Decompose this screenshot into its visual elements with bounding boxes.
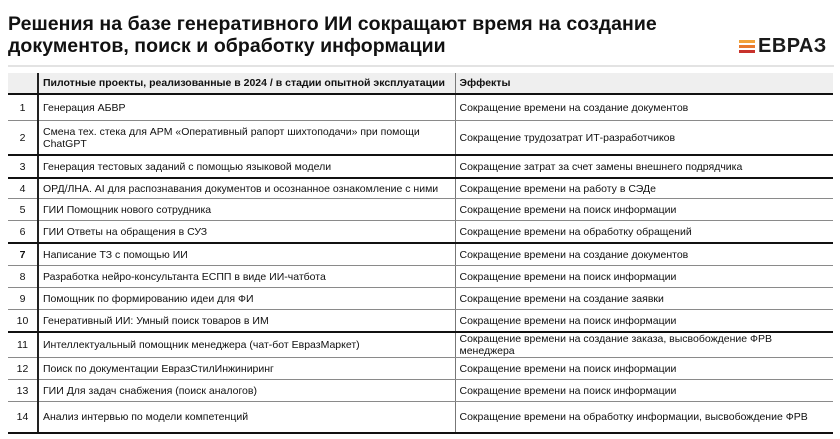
table-row	[8, 155, 833, 178]
table-row	[8, 288, 833, 310]
effect-cell: Сокращение времени на создание заявки	[455, 288, 833, 310]
table-row	[8, 358, 833, 380]
header-projects: Пилотные проекты, реализованные в 2024 / в стадии опытной эксплуатации	[38, 73, 455, 94]
header-divider	[8, 65, 834, 67]
table-row	[8, 221, 833, 244]
row-number: 8	[8, 266, 38, 288]
effect-cell: Сокращение времени на поиск информации	[455, 310, 833, 333]
table-row	[8, 332, 833, 358]
table-row	[8, 178, 833, 199]
project-cell: Интеллектуальный помощник менеджера (чат-бот ЕвразМаркет)	[38, 332, 455, 358]
effect-cell: Сокращение времени на поиск информации	[455, 380, 833, 402]
effect-cell: Сокращение времени на работу в СЭДе	[455, 178, 833, 199]
effect-cell: Сокращение времени на поиск информации	[455, 358, 833, 380]
project-cell: Генерация АБВР	[38, 94, 455, 121]
row-number: 10	[8, 310, 38, 333]
effect-cell: Сокращение времени на создание документов	[455, 94, 833, 121]
table-row	[8, 266, 833, 288]
project-cell: Написание ТЗ с помощью ИИ	[38, 243, 455, 266]
project-cell: ГИИ Для задач снабжения (поиск аналогов)	[38, 380, 455, 402]
effect-cell: Сокращение времени на поиск информации	[455, 199, 833, 221]
evraz-stripes-icon	[739, 40, 755, 53]
row-number: 13	[8, 380, 38, 402]
effect-cell: Сокращение времени на обработку информации, высвобождение ФРВ	[455, 402, 833, 434]
row-number: 2	[8, 121, 38, 156]
project-cell: Анализ интервью по модели компетенций	[38, 402, 455, 434]
logo-stripe-1	[739, 40, 755, 43]
effect-cell: Сокращение времени на поиск информации	[455, 266, 833, 288]
project-cell: ОРД/ЛНА. AI для распознавания документов и осознанное ознакомление с ними	[38, 178, 455, 199]
project-cell: Помощник по формированию идеи для ФИ	[38, 288, 455, 310]
logo-stripe-2	[739, 45, 755, 48]
table-row	[8, 199, 833, 221]
projects-table	[8, 73, 833, 434]
table-header-row	[8, 73, 833, 94]
project-cell: Генеративный ИИ: Умный поиск товаров в ИМ	[38, 310, 455, 333]
row-number: 6	[8, 221, 38, 244]
slide-title: Решения на базе генеративного ИИ сокращают время на создание документов, поиск и обработку информации	[8, 13, 657, 57]
table-row	[8, 380, 833, 402]
row-number: 14	[8, 402, 38, 434]
row-number: 12	[8, 358, 38, 380]
table-row	[8, 310, 833, 333]
logo-text: ЕВРАЗ	[758, 35, 827, 57]
project-cell: ГИИ Помощник нового сотрудника	[38, 199, 455, 221]
evraz-logo	[739, 37, 827, 55]
row-number: 11	[8, 332, 38, 358]
project-cell: Поиск по документации ЕвразСтилИнжиниринг	[38, 358, 455, 380]
row-number: 1	[8, 94, 38, 121]
effect-cell: Сокращение времени на создание документов	[455, 243, 833, 266]
row-number: 5	[8, 199, 38, 221]
project-cell: Генерация тестовых заданий с помощью языковой модели	[38, 155, 455, 178]
row-number: 7	[8, 243, 38, 266]
row-number: 9	[8, 288, 38, 310]
row-number: 4	[8, 178, 38, 199]
effect-cell: Сокращение затрат за счет замены внешнего подрядчика	[455, 155, 833, 178]
logo-stripe-3	[739, 50, 755, 53]
header-effects: Эффекты	[455, 73, 833, 94]
effect-cell: Сокращение времени на создание заказа, высвобождение ФРВ менеджера	[455, 332, 833, 358]
effect-cell: Сокращение времени на обработку обращений	[455, 221, 833, 244]
effect-cell: Сокращение трудозатрат ИТ-разработчиков	[455, 121, 833, 156]
table-row	[8, 94, 833, 121]
row-number: 3	[8, 155, 38, 178]
header-num	[8, 73, 38, 94]
project-cell: ГИИ Ответы на обращения в СУЗ	[38, 221, 455, 244]
table-row	[8, 121, 833, 156]
project-cell: Смена тех. стека для АРМ «Оперативный рапорт шихтоподачи» при помощи ChatGPT	[38, 121, 455, 156]
table-row	[8, 243, 833, 266]
project-cell: Разработка нейро-консультанта ЕСПП в виде ИИ-чатбота	[38, 266, 455, 288]
table-row	[8, 402, 833, 434]
